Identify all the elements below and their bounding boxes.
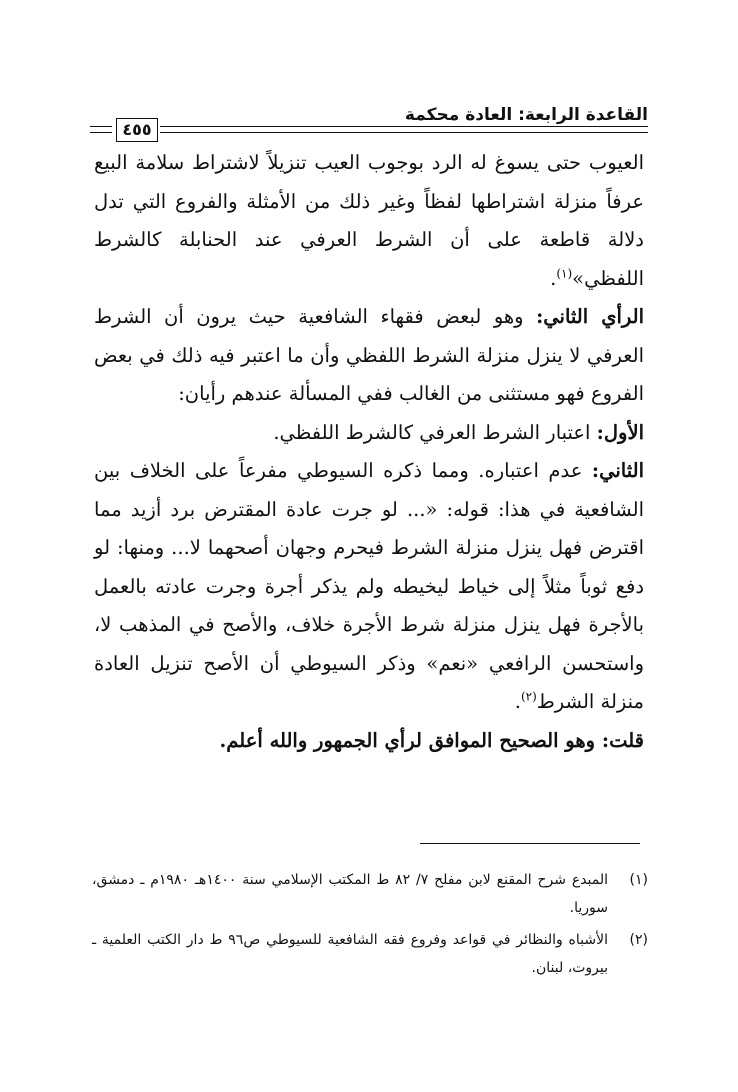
header-rule-line-bottom xyxy=(160,132,648,133)
footnote-text: المبدع شرح المقنع لابن مفلح ٧/ ٨٢ ط المكتب الإسلامي سنة ١٤٠٠هـ ١٩٨٠م ـ دمشق، سوريا. xyxy=(92,872,609,916)
paragraph xyxy=(94,144,644,298)
running-title: القاعدة الرابعة: العادة محكمة xyxy=(404,105,648,125)
paragraph-text: وهو لبعض فقهاء الشافعية حيث يرون أن الشرط العرفي لا ينزل منزلة الشرط اللفظي وأن ما اعتبر فيه ذلك في بعض الفروع فهو مستثنى من الغالب ففي المسألة عندهم رأيان: xyxy=(94,305,644,405)
paragraph-text: اعتبار الشرط العرفي كالشرط اللفظي. xyxy=(273,420,597,444)
section-label: الثاني: xyxy=(591,459,644,482)
footnote-text: الأشباه والنظائر في قواعد وفروع فقه الشافعية للسيوطي ص٩٦ ط دار الكتب العلمية ـ بيروت، لبنان. xyxy=(92,932,608,976)
footnote-ref: (١) xyxy=(556,266,573,280)
footnote-separator xyxy=(420,843,640,844)
header-left-rule-bottom xyxy=(90,132,112,133)
page-number: ٤٥٥ xyxy=(116,118,158,142)
header-rule xyxy=(90,120,648,139)
header-rule-line-top xyxy=(160,126,648,127)
paragraph-end: . xyxy=(514,690,521,713)
section-label: الأول: xyxy=(596,420,644,444)
paragraph-text: العيوب حتى يسوغ له الرد بوجوب العيب تنزيلاً لاشتراط سلامة البيع عرفاً منزلة اشتراطها لفظاً وغير ذلك من الأمثلة والفروع التي تدل دلالة قاطعة على أن الشرط العرفي عند الحنابلة كالشرط اللفظي» xyxy=(94,151,644,290)
footnote-number: (٢) xyxy=(629,932,648,948)
section-label: الرأي الثاني: xyxy=(536,305,645,328)
conclusion: قلت: وهو الصحيح الموافق لرأي الجمهور والله أعلم. xyxy=(219,728,644,752)
paragraph-end: . xyxy=(550,266,557,290)
paragraph xyxy=(94,414,644,453)
footnote xyxy=(92,866,648,922)
footnote-ref: (٢) xyxy=(520,689,537,704)
paragraph-text: عدم اعتباره. ومما ذكره السيوطي مفرعاً على الخلاف بين الشافعية في هذا: قوله: «... لو جرت عادة المقترض برد أزيد مما اقترض فهل ينزل منزلة الشرط فيحرم وجهان أصحهما لا... ومنها: لو دفع ثوباً مثلاً إلى خياط ليخيطه ولم يذكر أجرة وجرت عادته بالعمل بالأجرة فهل ينزل منزلة شرط الأجرة خلاف، والأصح في المذهب لا، واستحسن الرافعي «نعم» وذكر السيوطي أن الأصح تنزيل العادة منزلة الشرط xyxy=(94,459,644,713)
footnotes xyxy=(92,866,648,986)
paragraph xyxy=(94,452,644,722)
header-left-rule-top xyxy=(90,126,112,127)
footnote xyxy=(92,926,648,982)
paragraph xyxy=(94,298,644,414)
footnote-number: (١) xyxy=(629,872,648,888)
main-text xyxy=(94,144,644,760)
